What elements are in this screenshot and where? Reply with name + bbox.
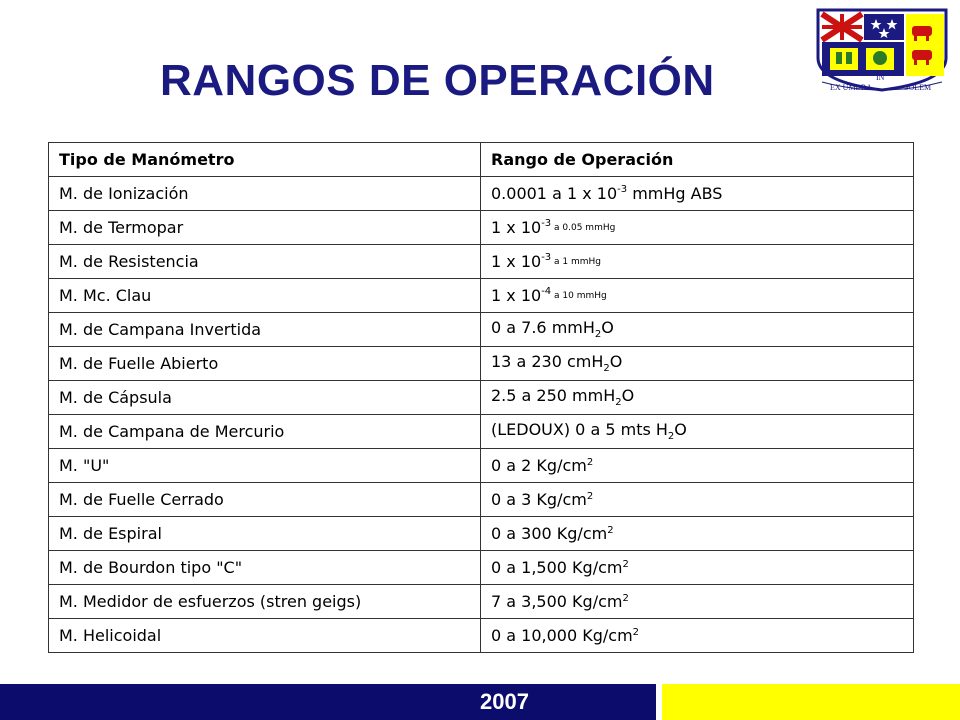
- range-tail: a 0.05 mmHg: [551, 223, 616, 233]
- range-tail: O: [609, 351, 623, 371]
- operation-range-cell: [481, 211, 914, 245]
- operation-ranges-table: [48, 142, 914, 653]
- gauge-type-cell: M. "U": [49, 449, 481, 483]
- operation-range-cell: [481, 449, 914, 483]
- range-value: 7 a 3,500 Kg/cm: [491, 591, 623, 611]
- range-tail: O: [674, 419, 687, 439]
- table-row: [49, 177, 914, 211]
- operation-range-cell: [481, 551, 914, 585]
- range-value: 0 a 1,500 Kg/cm: [491, 557, 623, 577]
- gauge-type-cell: M. Mc. Clau: [49, 279, 481, 313]
- range-subscript: 2: [603, 362, 610, 374]
- range-subscript: 2: [667, 430, 675, 442]
- table-header-row: [49, 143, 914, 177]
- gauge-type-cell: M. de Ionización: [49, 177, 481, 211]
- range-superscript: -4: [541, 286, 552, 297]
- gauge-type-cell: M. de Fuelle Abierto: [49, 347, 481, 381]
- range-value: 0 a 3 Kg/cm: [491, 489, 587, 509]
- range-superscript: -3: [541, 218, 552, 229]
- range-value: 13 a 230 cmH: [491, 351, 604, 371]
- table-row: [49, 449, 914, 483]
- range-tail: O: [621, 385, 635, 405]
- range-tail: mmHg ABS: [627, 184, 723, 203]
- university-crest-logo: [812, 6, 952, 98]
- range-superscript: 2: [607, 524, 614, 536]
- gauge-type-cell: M. de Campana Invertida: [49, 313, 481, 347]
- range-tail: a 1 mmHg: [551, 257, 602, 267]
- operation-range-cell: [481, 177, 914, 211]
- range-tail: O: [601, 317, 614, 337]
- table-row: [49, 585, 914, 619]
- range-superscript: 2: [586, 490, 594, 502]
- range-superscript: -3: [617, 184, 628, 195]
- operation-range-cell: [481, 517, 914, 551]
- crest-motto-right: SOLEM: [904, 83, 932, 92]
- operation-range-cell: [481, 415, 914, 449]
- operation-range-cell: [481, 347, 914, 381]
- table-row: [49, 347, 914, 381]
- range-superscript: -3: [541, 252, 552, 263]
- gauge-type-cell: M. Helicoidal: [49, 619, 481, 653]
- page-title: RANGOS DE OPERACIÓN: [160, 56, 715, 105]
- operation-range-cell: [481, 619, 914, 653]
- table-row: [49, 619, 914, 653]
- table-row: [49, 517, 914, 551]
- range-value: 0 a 7.6 mmH: [491, 317, 595, 337]
- table-row: [49, 279, 914, 313]
- gauge-type-cell: M. de Fuelle Cerrado: [49, 483, 481, 517]
- header-gauge-type: Tipo de Manómetro: [49, 143, 481, 177]
- table-row: [49, 381, 914, 415]
- table-row: [49, 483, 914, 517]
- range-value: 0.0001 a 1 x 10: [491, 184, 618, 203]
- range-value: 2.5 a 250 mmH: [491, 385, 616, 405]
- range-superscript: 2: [632, 626, 640, 638]
- operation-range-cell: [481, 585, 914, 619]
- operation-range-cell: [481, 313, 914, 347]
- range-value: 0 a 10,000 Kg/cm: [491, 625, 633, 645]
- range-subscript: 2: [594, 328, 602, 340]
- range-superscript: 2: [622, 558, 629, 570]
- operation-range-cell: [481, 245, 914, 279]
- gauge-type-cell: M. de Bourdon tipo "C": [49, 551, 481, 585]
- gauge-type-cell: M. de Termopar: [49, 211, 481, 245]
- crest-motto-center: IN: [876, 73, 885, 82]
- operation-range-cell: [481, 279, 914, 313]
- table-row: [49, 245, 914, 279]
- table-row: [49, 211, 914, 245]
- table-row: [49, 415, 914, 449]
- crest-motto-left: EX UMBRA: [830, 83, 873, 92]
- range-superscript: 2: [622, 592, 629, 604]
- range-value: 1 x 10: [491, 218, 542, 237]
- range-value: 1 x 10: [491, 286, 542, 305]
- range-value: (LEDOUX) 0 a 5 mts H: [491, 419, 668, 439]
- table-row: [49, 313, 914, 347]
- footer-blue-band: [0, 684, 656, 720]
- range-value: 0 a 300 Kg/cm: [491, 523, 608, 543]
- gauge-type-cell: M. de Campana de Mercurio: [49, 415, 481, 449]
- footer-year: 2007: [480, 689, 529, 714]
- range-superscript: 2: [586, 456, 594, 468]
- gauge-type-cell: M. Medidor de esfuerzos (stren geigs): [49, 585, 481, 619]
- gauge-type-cell: M. de Cápsula: [49, 381, 481, 415]
- range-subscript: 2: [615, 396, 622, 408]
- header-operation-range: Rango de Operación: [481, 143, 914, 177]
- operation-range-cell: [481, 483, 914, 517]
- footer-yellow-band: [662, 684, 960, 720]
- footer-bar: [0, 684, 960, 720]
- range-value: 0 a 2 Kg/cm: [491, 455, 587, 475]
- table-row: [49, 551, 914, 585]
- operation-range-cell: [481, 381, 914, 415]
- gauge-type-cell: M. de Resistencia: [49, 245, 481, 279]
- gauge-type-cell: M. de Espiral: [49, 517, 481, 551]
- range-tail: a 10 mmHg: [551, 291, 607, 301]
- range-value: 1 x 10: [491, 252, 542, 271]
